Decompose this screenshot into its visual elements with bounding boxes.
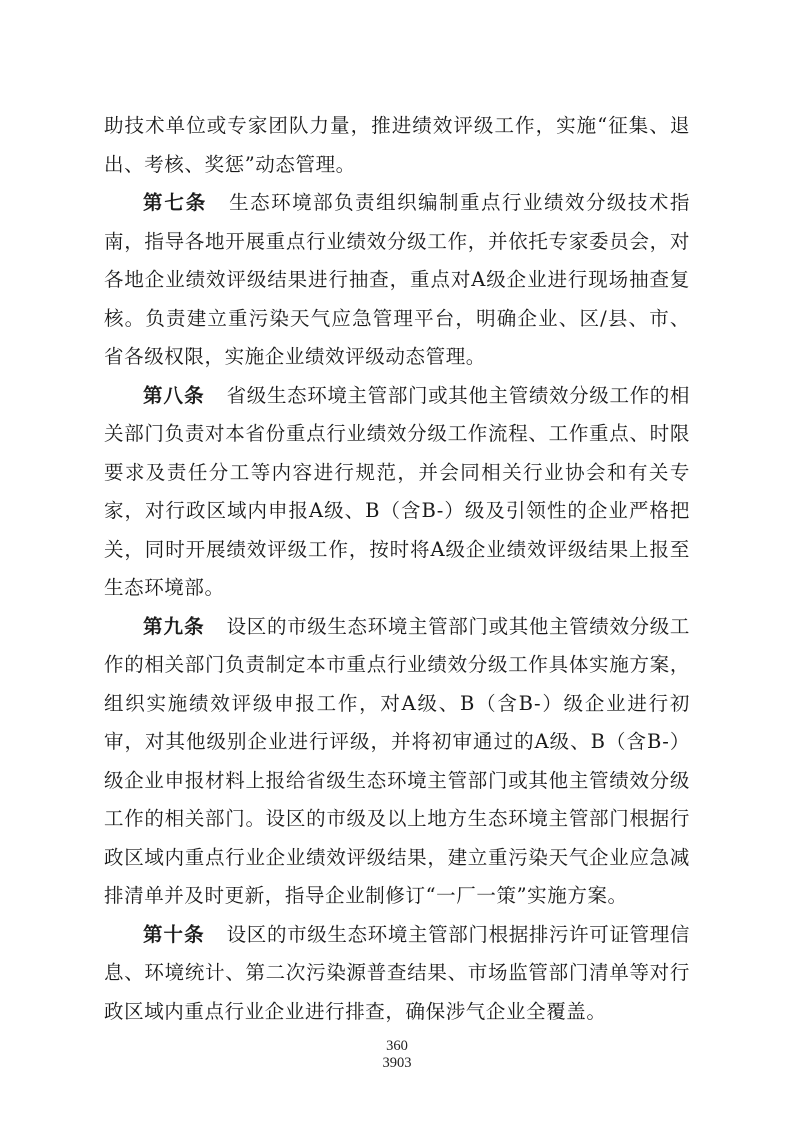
document-body [104,107,690,1031]
article-9 [104,608,690,916]
article-text: 设区的市级生态环境主管部门或其他主管绩效分级工作的相关部门负责制定本市重点行业绩效分级工作具体实施方案，组织实施绩效评级申报工作，对A级、B（含B-）级企业进行初审，对其他级别企业进行评级，并将初审通过的A级、B（含B-）级企业申报材料上报给省级生态环境主管部门或其他主管绩效分级工作的相关部门。设区的市级及以上地方生态环境主管部门根据行政区域内重点行业企业绩效评级结果，建立重污染天气企业应急减排清单并及时更新，指导企业制修订“一厂一策”实施方案。 [104,614,690,907]
article-10 [104,916,690,1032]
article-label: 第七条 [143,191,208,214]
page-number: 360 [386,1038,408,1054]
article-label: 第九条 [143,614,205,638]
article-text: 生态环境部负责组织编制重点行业绩效分级技术指南，指导各地开展重点行业绩效分级工作，并依托专家委员会，对各地企业绩效评级结果进行抽查，重点对A级企业进行现场抽查复核。负责建立重污染天气应急管理平台，明确企业、区/县、市、省各级权限，实施企业绩效评级动态管理。 [104,191,690,368]
article-8 [104,377,690,608]
article-7 [104,184,690,377]
article-label: 第八条 [143,383,205,407]
secondary-page-number: 3903 [382,1055,412,1071]
article-label: 第十条 [143,922,205,946]
article-text: 省级生态环境主管部门或其他主管绩效分级工作的相关部门负责对本省份重点行业绩效分级工作流程、工作重点、时限要求及责任分工等内容进行规范，并会同相关行业协会和有关专家，对行政区域内申报A级、B（含B-）级及引领性的企业严格把关，同时开展绩效评级工作，按时将A级企业绩效评级结果上报至生态环境部。 [104,383,690,599]
article-text: 设区的市级生态环境主管部门根据排污许可证管理信息、环境统计、第二次污染源普查结果、市场监管部门清单等对行政区域内重点行业企业进行排查，确保涉气企业全覆盖。 [104,922,690,1023]
intro-paragraph: 助技术单位或专家团队力量，推进绩效评级工作，实施“征集、退出、考核、奖惩”动态管理。 [104,114,690,176]
